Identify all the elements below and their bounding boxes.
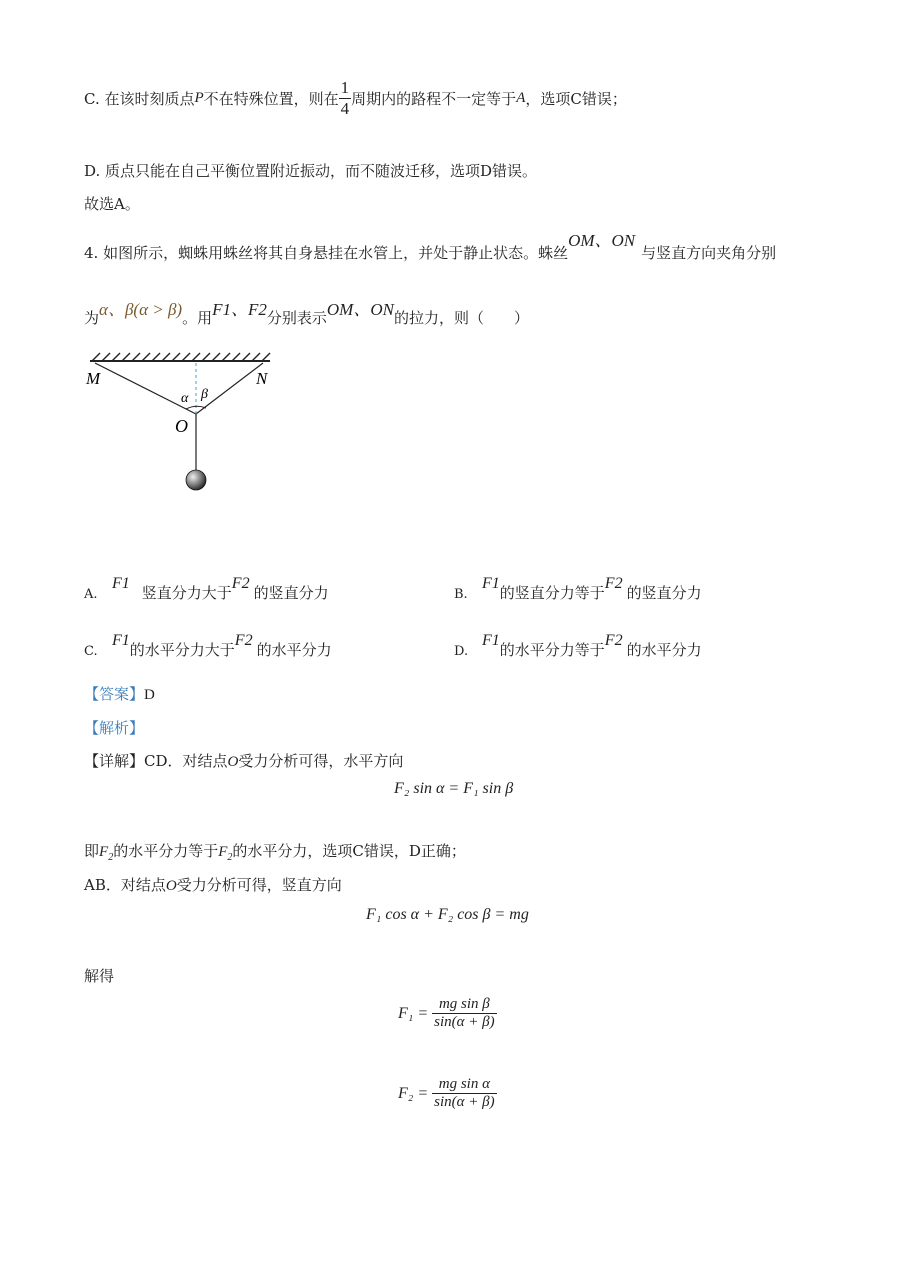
text: 分别表示 (266, 309, 327, 327)
text: C. 在该时刻质点 (84, 90, 195, 108)
denominator: sin(α + β) (434, 1094, 495, 1110)
jiede: 解得 (84, 967, 115, 985)
equation-f2 (398, 1076, 497, 1111)
f1: F1 (112, 575, 130, 592)
option-d (454, 632, 702, 660)
var-a: A (516, 90, 526, 106)
lhs: F₂ = (398, 1084, 429, 1102)
label-n: N (256, 369, 268, 388)
text: 的竖直分力 (626, 584, 702, 602)
var-o: O (165, 878, 177, 894)
text: 即 (84, 842, 100, 860)
option-b (454, 575, 702, 603)
line-conclusion: 故选A。 (84, 195, 140, 213)
text: 。用 (182, 309, 213, 327)
f2: F2 (234, 632, 253, 649)
text: 4. 如图所示，蜘蛛用蛛丝将其自身悬挂在水管上，并处于静止状态。蛛丝 (84, 244, 569, 262)
text: 的水平分力等于 (113, 842, 219, 860)
spider-ball (186, 470, 206, 490)
text: 受力分析可得，水平方向 (238, 752, 404, 770)
f1: F1 (482, 632, 500, 649)
fraction (432, 996, 496, 1031)
text: 的水平分力 (256, 641, 332, 659)
option-label: D. (454, 644, 469, 659)
label-m: M (86, 369, 101, 388)
text: CD．对结点 (144, 752, 228, 770)
numerator: mg sin α (432, 1076, 496, 1094)
option-c (84, 632, 332, 660)
option-a (84, 575, 329, 603)
answer (84, 683, 155, 704)
line-d: D. 质点只能在自己平衡位置附近振动，而不随波迁移，选项D错误。 (84, 162, 538, 180)
thread-om (95, 363, 196, 414)
f1: F1 (482, 575, 500, 592)
text: 的拉力，则（ ） (393, 309, 529, 327)
angle-spec: α、β(α > β) (99, 300, 183, 319)
spider-diagram (80, 348, 290, 498)
line-ji: 即$F_2$的水平分力等于$F_2$的水平分力，选项C错误，D正确； (84, 842, 466, 863)
option-label: A. (84, 587, 98, 602)
equation-vertical: F₁ cos α + F₂ cos β = mg (366, 906, 529, 923)
label-beta: β (201, 387, 208, 402)
equation-f1 (398, 996, 497, 1031)
lhs: F₁ = (398, 1004, 429, 1022)
f2: F2 (604, 575, 623, 592)
equation-horizontal: F₂ sin α = F₁ sin β (394, 780, 514, 797)
text: 的竖直分力等于 (499, 584, 605, 602)
text: 的竖直分力 (253, 584, 329, 602)
option-label: C. (84, 644, 98, 659)
numerator: 1 (340, 78, 350, 97)
text: 不在特殊位置，则在 (203, 90, 339, 108)
text: 与竖直方向夹角分别 (641, 244, 777, 262)
question-4-line2 (84, 300, 529, 328)
detail-line (84, 750, 403, 771)
f2: F2 (604, 632, 623, 649)
denominator: 4 (340, 99, 350, 118)
text: AB．对结点 (84, 876, 166, 894)
text: 受力分析可得，竖直方向 (176, 876, 342, 894)
var-p: P (194, 90, 204, 106)
question-4-line1 (84, 231, 777, 263)
f2: F2 (231, 575, 250, 592)
om-on: OM、ON (568, 231, 636, 250)
om-on: OM、ON (326, 300, 394, 319)
label-o: O (175, 416, 188, 436)
answer-value: D (144, 687, 155, 703)
text: 周期内的路程不一定等于 (351, 90, 517, 108)
text: 的水平分力 (626, 641, 702, 659)
text: ，选项C错误； (525, 90, 627, 108)
analysis-label: 【解析】 (84, 719, 145, 737)
text: 的水平分力大于 (129, 641, 235, 659)
text: 的水平分力，选项C错误，D正确； (232, 842, 466, 860)
var-o: O (227, 754, 239, 770)
line-c (84, 78, 627, 138)
f1-f2: F1、F2 (212, 300, 267, 319)
line-ab (84, 874, 342, 895)
numerator: mg sin β (432, 996, 496, 1014)
detail-label: 【详解】 (84, 752, 145, 770)
option-label: B. (454, 587, 468, 602)
text: 竖直分力大于 (141, 584, 232, 602)
fraction-quarter (339, 78, 352, 119)
label-alpha: α (181, 391, 189, 406)
answer-label: 【答案】 (84, 685, 145, 703)
fraction (432, 1076, 496, 1111)
denominator: sin(α + β) (434, 1014, 495, 1030)
ceiling-hatch (90, 353, 270, 361)
text: 的水平分力等于 (499, 641, 605, 659)
f1: F1 (112, 632, 130, 649)
text: 为 (84, 309, 100, 327)
